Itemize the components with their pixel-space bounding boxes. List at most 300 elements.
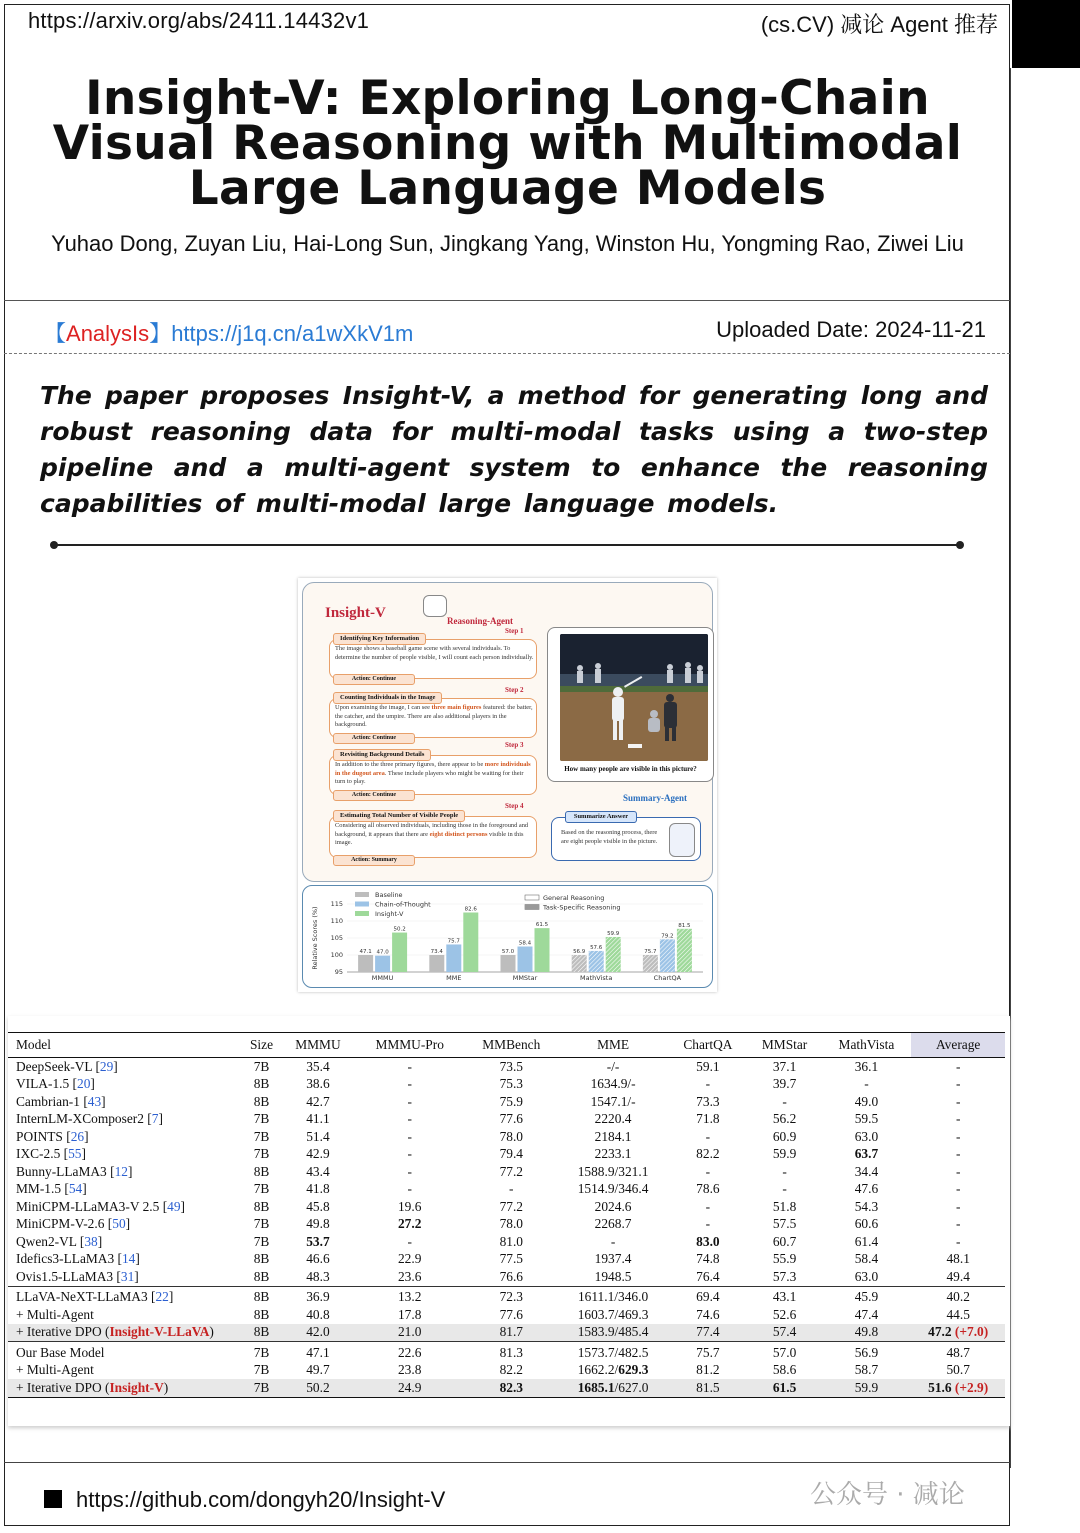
bar-chain-of-thought	[446, 944, 461, 972]
cell-mmmu-pro: -	[407, 1058, 412, 1074]
cell-size: 7B	[253, 1181, 270, 1197]
question-image-box	[547, 627, 714, 782]
uploaded-date: Uploaded Date: 2024-11-21	[716, 317, 986, 342]
baseball-photo	[560, 634, 708, 761]
bar-hatch	[660, 939, 675, 972]
table-row	[8, 1198, 1005, 1216]
github-link[interactable]: https://github.com/dongyh20/Insight-V	[76, 1487, 446, 1512]
bar-chain-of-thought	[518, 947, 533, 973]
cell-mme: 2024.6	[594, 1198, 632, 1214]
x-tick-label: MathVista	[580, 974, 613, 982]
cell-mme: 1588.9/321.1	[577, 1163, 649, 1179]
model-name: MM-1.5 [54]	[16, 1181, 87, 1197]
bar-hatch	[606, 937, 621, 972]
legend-swatch	[355, 902, 369, 907]
cell-mmmu-pro: -	[407, 1111, 412, 1127]
cell-mathvista: 58.4	[854, 1251, 879, 1267]
footer-rule	[4, 1462, 1010, 1463]
cell-chartqa: 71.8	[696, 1111, 720, 1127]
cell-mmmu: 45.8	[306, 1198, 330, 1214]
cell-mmbench: 82.3	[465, 1379, 558, 1397]
table-row	[8, 1268, 1005, 1286]
cell-chartqa: -	[705, 1128, 711, 1144]
cell-average: -	[955, 1111, 961, 1127]
table-row	[8, 1251, 1005, 1269]
legend-label: Chain-of-Thought	[375, 900, 431, 909]
model-name: VILA-1.5 [20]	[16, 1076, 95, 1092]
cell-mmstar: -	[782, 1163, 787, 1179]
table-row	[8, 1058, 1005, 1076]
cell-size: 7B	[253, 1058, 270, 1074]
citation-link[interactable]: 26	[70, 1128, 85, 1144]
cell-mme: 1573.7/482.5	[558, 1342, 668, 1362]
cell-mme: 2268.7	[594, 1216, 632, 1232]
step-1-label: Step 1	[505, 627, 524, 635]
step-3-head: Revisiting Background Details	[333, 749, 431, 761]
citation-link[interactable]: 31	[120, 1268, 135, 1284]
table-header-row	[8, 1033, 1005, 1058]
step-3-text: In addition to the three primary figures, there appear to be more individuals in the dugout area. These include players who might be waiting for their turn to play.	[335, 761, 531, 786]
cell-mathvista: 36.1	[854, 1058, 879, 1074]
legend-hatch-swatch	[525, 905, 539, 910]
cell-mmmu-pro: 19.6	[397, 1198, 422, 1214]
paper-title: Insight-V: Exploring Long-Chain Visual Reasoning with Multimodal Large Language Models	[52, 71, 963, 216]
cell-mme: 1662.2/629.3	[577, 1362, 649, 1378]
category-label: (cs.CV) 减论 Agent 推荐	[760, 12, 998, 37]
cell-mmstar: 51.8	[772, 1198, 797, 1214]
cell-size: 8B	[242, 1286, 281, 1306]
cell-mmstar: -	[782, 1181, 787, 1197]
citation-link[interactable]: 50	[112, 1216, 126, 1232]
figure-title: Insight-V	[325, 605, 386, 621]
model-name: IXC-2.5 [55]	[16, 1146, 86, 1162]
bar-value-label: 50.2	[393, 926, 406, 933]
cell-mmmu-pro: 13.2	[355, 1286, 465, 1306]
step-4-text: Considering all observed individuals, including those in the foreground and background, it appears that there are eight distinct persons visible in this image.	[335, 822, 529, 847]
header-mathvista: MathVista	[821, 1033, 911, 1058]
table-row	[8, 1093, 1005, 1111]
step-3-action: Action: Continue	[333, 790, 415, 801]
legend-label: Task-Specific Reasoning	[543, 903, 621, 912]
citation-link[interactable]: 55	[68, 1146, 82, 1162]
cell-mmmu-pro: -	[407, 1128, 412, 1144]
bar-value-label: 75.7	[447, 938, 460, 945]
cell-mmmu: 40.8	[306, 1306, 330, 1322]
cell-mme: -/-	[606, 1058, 620, 1074]
y-tick-label: 95	[334, 968, 343, 976]
cell-mathvista: 49.8	[821, 1324, 911, 1342]
cell-mmstar: 52.6	[772, 1306, 797, 1322]
analysis-label: AnalysIs	[66, 321, 150, 346]
cell-average: -	[955, 1233, 961, 1249]
cell-size: 7B	[253, 1111, 270, 1127]
y-axis-label: Relative Scores (%)	[311, 906, 319, 970]
legend-swatch	[525, 895, 539, 900]
step-2-head: Counting Individuals in the Image	[333, 692, 442, 704]
header-mmstar: MMStar	[748, 1033, 822, 1058]
header-mme: MME	[558, 1033, 668, 1058]
citation-link[interactable]: 12	[114, 1163, 128, 1179]
cell-chartqa: 81.2	[696, 1362, 720, 1378]
cell-chartqa: 76.4	[696, 1268, 720, 1284]
cell-average: -	[955, 1093, 961, 1109]
cell-mmbench: 81.7	[465, 1324, 558, 1342]
cell-average: 48.7	[911, 1342, 1005, 1362]
x-tick-label: MMStar	[512, 974, 538, 982]
y-tick-label: 115	[330, 900, 343, 908]
step-2-text: Upon examining the image, I can see three main figures featured: the batter, the catcher, and the umpire. There are also additional players in the background.	[335, 704, 533, 729]
cell-mmmu: 53.7	[306, 1233, 330, 1249]
cell-mmmu-pro: 23.6	[397, 1268, 422, 1284]
model-name: LLaVA-NeXT-LLaMA3 [22]	[8, 1286, 242, 1306]
legend-label: Baseline	[375, 891, 403, 899]
summary-agent-label: Summary-Agent	[623, 793, 687, 803]
cell-mathvista: 45.9	[821, 1286, 911, 1306]
x-tick-label: MME	[446, 974, 462, 982]
arxiv-url[interactable]: https://arxiv.org/abs/2411.14432v1	[28, 8, 370, 33]
bar-chain-of-thought	[375, 956, 390, 972]
cell-mathvista: 47.6	[854, 1181, 879, 1197]
summarize-text: Based on the reasoning process, there are eight people visible in the picture.	[561, 829, 658, 845]
cell-mmmu-pro: -	[407, 1146, 412, 1162]
cell-mmbench: 73.5	[499, 1058, 523, 1074]
header-mmmu: MMMU	[281, 1033, 355, 1058]
analysis-line	[44, 317, 413, 348]
bar-insight-v	[392, 933, 407, 972]
cell-chartqa: 82.2	[696, 1146, 720, 1162]
meta-rule	[4, 353, 1010, 355]
cell-mathvista: 56.9	[821, 1342, 911, 1362]
cell-mmmu: 38.6	[306, 1076, 330, 1092]
cell-size: 7B	[242, 1342, 281, 1362]
cell-mmbench: 75.3	[499, 1076, 523, 1092]
bar-value-label: 58.4	[518, 940, 532, 947]
bar-value-label: 79.2	[661, 933, 674, 940]
bar-baseline	[429, 955, 444, 972]
bar-value-label: 73.4	[430, 949, 443, 955]
cell-mathvista: 63.0	[854, 1268, 879, 1284]
cell-mmmu-pro: 22.6	[355, 1342, 465, 1362]
cell-mmbench: 76.6	[499, 1268, 523, 1284]
legend-swatch	[355, 892, 369, 897]
bar-insight-v	[535, 928, 550, 972]
table-body	[8, 1058, 1005, 1398]
step-2-action: Action: Continue	[333, 733, 415, 744]
cell-average: -	[955, 1146, 961, 1162]
side-border	[1010, 68, 1011, 1468]
cell-mmstar: 60.9	[772, 1128, 797, 1144]
analysis-bracket-close: 】	[149, 321, 172, 346]
cell-mmbench: 77.6	[499, 1306, 523, 1322]
score-chart-panel	[302, 885, 713, 988]
cell-average: -	[955, 1128, 961, 1144]
bar-value-label: 57.0	[501, 949, 515, 955]
cell-mmmu-pro: -	[407, 1233, 412, 1249]
model-name: Our Base Model	[8, 1342, 242, 1362]
square-bullet	[44, 1490, 62, 1508]
cell-mmmu: 41.1	[306, 1111, 330, 1127]
cell-average: 50.7	[946, 1362, 970, 1378]
bar-hatch	[572, 955, 587, 972]
cell-mmbench: 82.2	[499, 1362, 523, 1378]
citation-link[interactable]: 38	[84, 1233, 98, 1249]
llama-mascot-icon	[423, 595, 447, 617]
cell-mme: 1937.4	[594, 1251, 632, 1267]
cell-mmstar: 59.9	[772, 1146, 797, 1162]
cell-chartqa: 81.5	[668, 1379, 748, 1397]
cell-size: 8B	[253, 1163, 270, 1179]
cell-size: 7B	[253, 1216, 270, 1232]
cell-mmbench: 77.2	[499, 1163, 523, 1179]
cell-mmmu: 41.8	[306, 1181, 330, 1197]
cell-mme: 1603.7/469.3	[577, 1306, 649, 1322]
step-1-text: The image shows a baseball game scene with several individuals. To determine the number of people visible, I will count each person individually.	[335, 645, 534, 661]
cell-mmstar: 55.9	[772, 1251, 797, 1267]
step-3-label: Step 3	[505, 741, 524, 749]
citation-link[interactable]: 54	[68, 1181, 83, 1197]
cell-chartqa: 59.1	[696, 1058, 720, 1074]
cell-mmbench: 77.2	[499, 1198, 523, 1214]
cell-mmmu-pro: -	[407, 1163, 412, 1179]
cell-mme: 1514.9/346.4	[577, 1181, 649, 1197]
bar-hatch	[589, 951, 604, 972]
cell-mmbench: 81.0	[499, 1233, 523, 1249]
bar-insight-v	[463, 913, 478, 973]
cell-mme: 1634.9/-	[590, 1076, 636, 1092]
paper-authors: Yuhao Dong, Zuyan Liu, Hai-Long Sun, Jingkang Yang, Winston Hu, Yongming Rao, Ziwei Liu	[51, 231, 964, 256]
cell-average: 40.2	[911, 1286, 1005, 1306]
cell-average: -	[955, 1076, 961, 1092]
cell-mme: -	[610, 1233, 616, 1249]
cell-mmstar: 37.1	[772, 1058, 797, 1074]
citation-link[interactable]: 20	[77, 1076, 91, 1092]
overview-figure	[298, 578, 717, 992]
model-name: + Multi-Agent	[16, 1306, 94, 1322]
citation-link[interactable]: 49	[167, 1198, 181, 1214]
model-name: InternLM-XComposer2 [7]	[16, 1111, 163, 1127]
cell-average: 49.4	[946, 1268, 970, 1284]
cell-mmmu-pro: 27.2	[397, 1216, 422, 1232]
table-row	[8, 1146, 1005, 1164]
cell-mathvista: 34.4	[854, 1163, 879, 1179]
model-name: POINTS [26]	[16, 1128, 89, 1144]
analysis-bracket-open: 【	[44, 321, 67, 346]
cell-average: 51.6 (+2.9)	[911, 1379, 1005, 1397]
cell-mathvista: 63.7	[854, 1146, 879, 1162]
cell-size: 8B	[253, 1306, 270, 1322]
cell-size: 8B	[253, 1093, 270, 1109]
model-name: + Iterative DPO (Insight-V)	[8, 1379, 242, 1397]
cell-mme: 1583.9/485.4	[558, 1324, 668, 1342]
cell-average: -	[955, 1181, 961, 1197]
summarize-head: Summarize Answer	[565, 811, 637, 823]
wechat-watermark: 公众号 · 减论	[810, 1480, 965, 1510]
legend-label: Insight-V	[375, 910, 404, 918]
cell-mmmu-pro: -	[407, 1093, 412, 1109]
cell-mmmu: 48.3	[306, 1268, 330, 1284]
bar-value-label: 81.5	[678, 922, 691, 929]
table-row	[8, 1111, 1005, 1129]
cell-mmmu: 43.4	[306, 1163, 330, 1179]
model-name: Cambrian-1 [43]	[16, 1093, 106, 1109]
cell-mmmu: 42.7	[306, 1093, 330, 1109]
table-row	[8, 1286, 1005, 1306]
bar-hatch	[677, 929, 692, 972]
bar-value-label: 59.9	[607, 930, 620, 937]
cell-mmstar: 60.7	[772, 1233, 797, 1249]
cell-mmstar: 61.5	[748, 1379, 822, 1397]
cell-mathvista: 59.9	[821, 1379, 911, 1397]
table-row	[8, 1181, 1005, 1199]
cell-mmmu: 49.8	[306, 1216, 330, 1232]
cell-chartqa: 78.6	[696, 1181, 720, 1197]
cell-chartqa: 74.8	[696, 1251, 720, 1267]
y-tick-label: 110	[330, 917, 343, 925]
cell-chartqa: -	[705, 1198, 711, 1214]
header-model: Model	[8, 1033, 242, 1058]
cell-average: -	[955, 1163, 961, 1179]
cell-average: 47.2 (+7.0)	[911, 1324, 1005, 1342]
x-tick-label: MMMU	[371, 974, 394, 982]
cell-mmstar: 39.7	[772, 1076, 797, 1092]
bar-value-label: 57.6	[590, 944, 603, 951]
step-4-label: Step 4	[505, 802, 524, 810]
cell-mmstar: 57.4	[748, 1324, 822, 1342]
analysis-link[interactable]: https://j1q.cn/a1wXkV1m	[171, 321, 414, 346]
model-name: MiniCPM-V-2.6 [50]	[16, 1216, 131, 1232]
header-mmbench: MMBench	[465, 1033, 558, 1058]
model-name: MiniCPM-LLaMA3-V 2.5 [49]	[16, 1198, 186, 1214]
cell-average: -	[955, 1216, 961, 1232]
cell-mmbench: 77.6	[499, 1111, 523, 1127]
cell-mathvista: 47.4	[854, 1306, 879, 1322]
cell-size: 7B	[253, 1128, 270, 1144]
pipeline-panel	[302, 582, 713, 882]
cell-mmstar: 57.0	[748, 1342, 822, 1362]
model-name: + Multi-Agent	[16, 1362, 94, 1378]
cell-mmbench: -	[509, 1181, 514, 1197]
cell-mmstar: 57.5	[772, 1216, 797, 1232]
header-mmmu-pro: MMMU-Pro	[355, 1033, 465, 1058]
cell-mathvista: -	[864, 1076, 869, 1092]
bar-value-label: 56.9	[573, 949, 586, 955]
citation-link[interactable]: 7	[151, 1111, 159, 1127]
bar-value-label: 47.1	[359, 949, 372, 955]
bar-value-label: 47.0	[376, 949, 389, 956]
table-row	[8, 1233, 1005, 1251]
bar-value-label: 75.7	[644, 949, 657, 955]
header-size: Size	[242, 1033, 281, 1058]
cell-average: -	[955, 1058, 961, 1074]
cell-mme: 2220.4	[594, 1111, 632, 1127]
cell-mmmu-pro: -	[407, 1181, 412, 1197]
cell-chartqa: 69.4	[668, 1286, 748, 1306]
cell-mmstar: 43.1	[748, 1286, 822, 1306]
score-bar-chart	[303, 886, 711, 986]
header-chartqa: ChartQA	[668, 1033, 748, 1058]
step-4-action: Action: Summary	[333, 855, 415, 866]
cell-mmmu: 51.4	[306, 1128, 330, 1144]
legend-swatch	[355, 911, 369, 916]
cell-mmstar: 58.6	[772, 1362, 797, 1378]
cell-mmbench: 75.9	[499, 1093, 523, 1109]
bar-value-label: 61.5	[535, 922, 549, 929]
cell-mmmu-pro: 23.8	[397, 1362, 422, 1378]
citation-link[interactable]: 29	[99, 1058, 114, 1074]
cell-size: 8B	[253, 1251, 270, 1267]
results-table	[8, 1032, 1005, 1398]
cell-chartqa: -	[705, 1076, 711, 1092]
step-1-action: Action: Continue	[333, 674, 415, 685]
model-name: Ovis1.5-LLaMA3 [31]	[16, 1268, 139, 1284]
citation-link[interactable]: 43	[87, 1093, 102, 1109]
cell-mmbench: 79.4	[499, 1146, 523, 1162]
cell-mme: 1948.5	[594, 1268, 632, 1284]
model-name: + Iterative DPO (Insight-V-LLaVA)	[8, 1324, 242, 1342]
model-name: DeepSeek-VL [29]	[16, 1058, 118, 1074]
legend-label: General Reasoning	[543, 894, 605, 902]
cell-mathvista: 54.3	[854, 1198, 879, 1214]
bar-baseline	[358, 955, 373, 972]
cell-mmmu: 42.0	[281, 1324, 355, 1342]
cell-chartqa: -	[705, 1216, 711, 1232]
citation-link[interactable]: 22	[155, 1289, 169, 1305]
cell-mmmu-pro: 17.8	[397, 1306, 422, 1322]
cell-mmmu: 42.9	[306, 1146, 330, 1162]
cell-chartqa: 73.3	[696, 1093, 720, 1109]
cell-mmmu-pro: 22.9	[397, 1251, 422, 1267]
cell-mmmu: 46.6	[306, 1251, 330, 1267]
cell-mathvista: 63.0	[854, 1128, 879, 1144]
cell-size: 8B	[253, 1198, 270, 1214]
table-row	[8, 1076, 1005, 1094]
cell-chartqa: 77.4	[668, 1324, 748, 1342]
step-2-label: Step 2	[505, 686, 524, 694]
table-row	[8, 1324, 1005, 1342]
table-row	[8, 1216, 1005, 1234]
table-row	[8, 1128, 1005, 1146]
cell-average: -	[955, 1198, 961, 1214]
cell-chartqa: 74.6	[696, 1306, 720, 1322]
header-average: Average	[911, 1033, 1005, 1058]
step-1-head: Identifying Key Information	[333, 633, 426, 645]
cell-mme: 1547.1/-	[590, 1093, 636, 1109]
citation-link[interactable]: 14	[121, 1251, 136, 1267]
cell-mmmu: 50.2	[281, 1379, 355, 1397]
model-name: Qwen2-VL [38]	[16, 1233, 103, 1249]
divider-dot-right	[956, 541, 964, 549]
cell-mmmu-pro: 24.9	[355, 1379, 465, 1397]
bar-hatch	[643, 955, 658, 972]
question-text: How many people are visible in this picture?	[564, 765, 697, 773]
y-tick-label: 105	[330, 934, 343, 942]
cell-mmmu: 47.1	[281, 1342, 355, 1362]
cell-chartqa: 83.0	[696, 1233, 720, 1249]
cell-mmbench: 81.3	[465, 1342, 558, 1362]
model-name: Bunny-LLaMA3 [12]	[16, 1163, 133, 1179]
y-tick-label: 100	[330, 951, 343, 959]
cell-mme: 2184.1	[594, 1128, 632, 1144]
cell-chartqa: 75.7	[668, 1342, 748, 1362]
table-row	[8, 1342, 1005, 1362]
cell-mmmu-pro: -	[407, 1076, 412, 1092]
bar-value-label: 82.6	[464, 906, 477, 913]
cell-mmmu: 36.9	[281, 1286, 355, 1306]
llama-agent-icon	[669, 823, 695, 857]
header-rule	[4, 300, 1010, 301]
reasoning-agent-label: Reasoning-Agent	[447, 616, 514, 626]
cell-size: 8B	[253, 1268, 270, 1284]
